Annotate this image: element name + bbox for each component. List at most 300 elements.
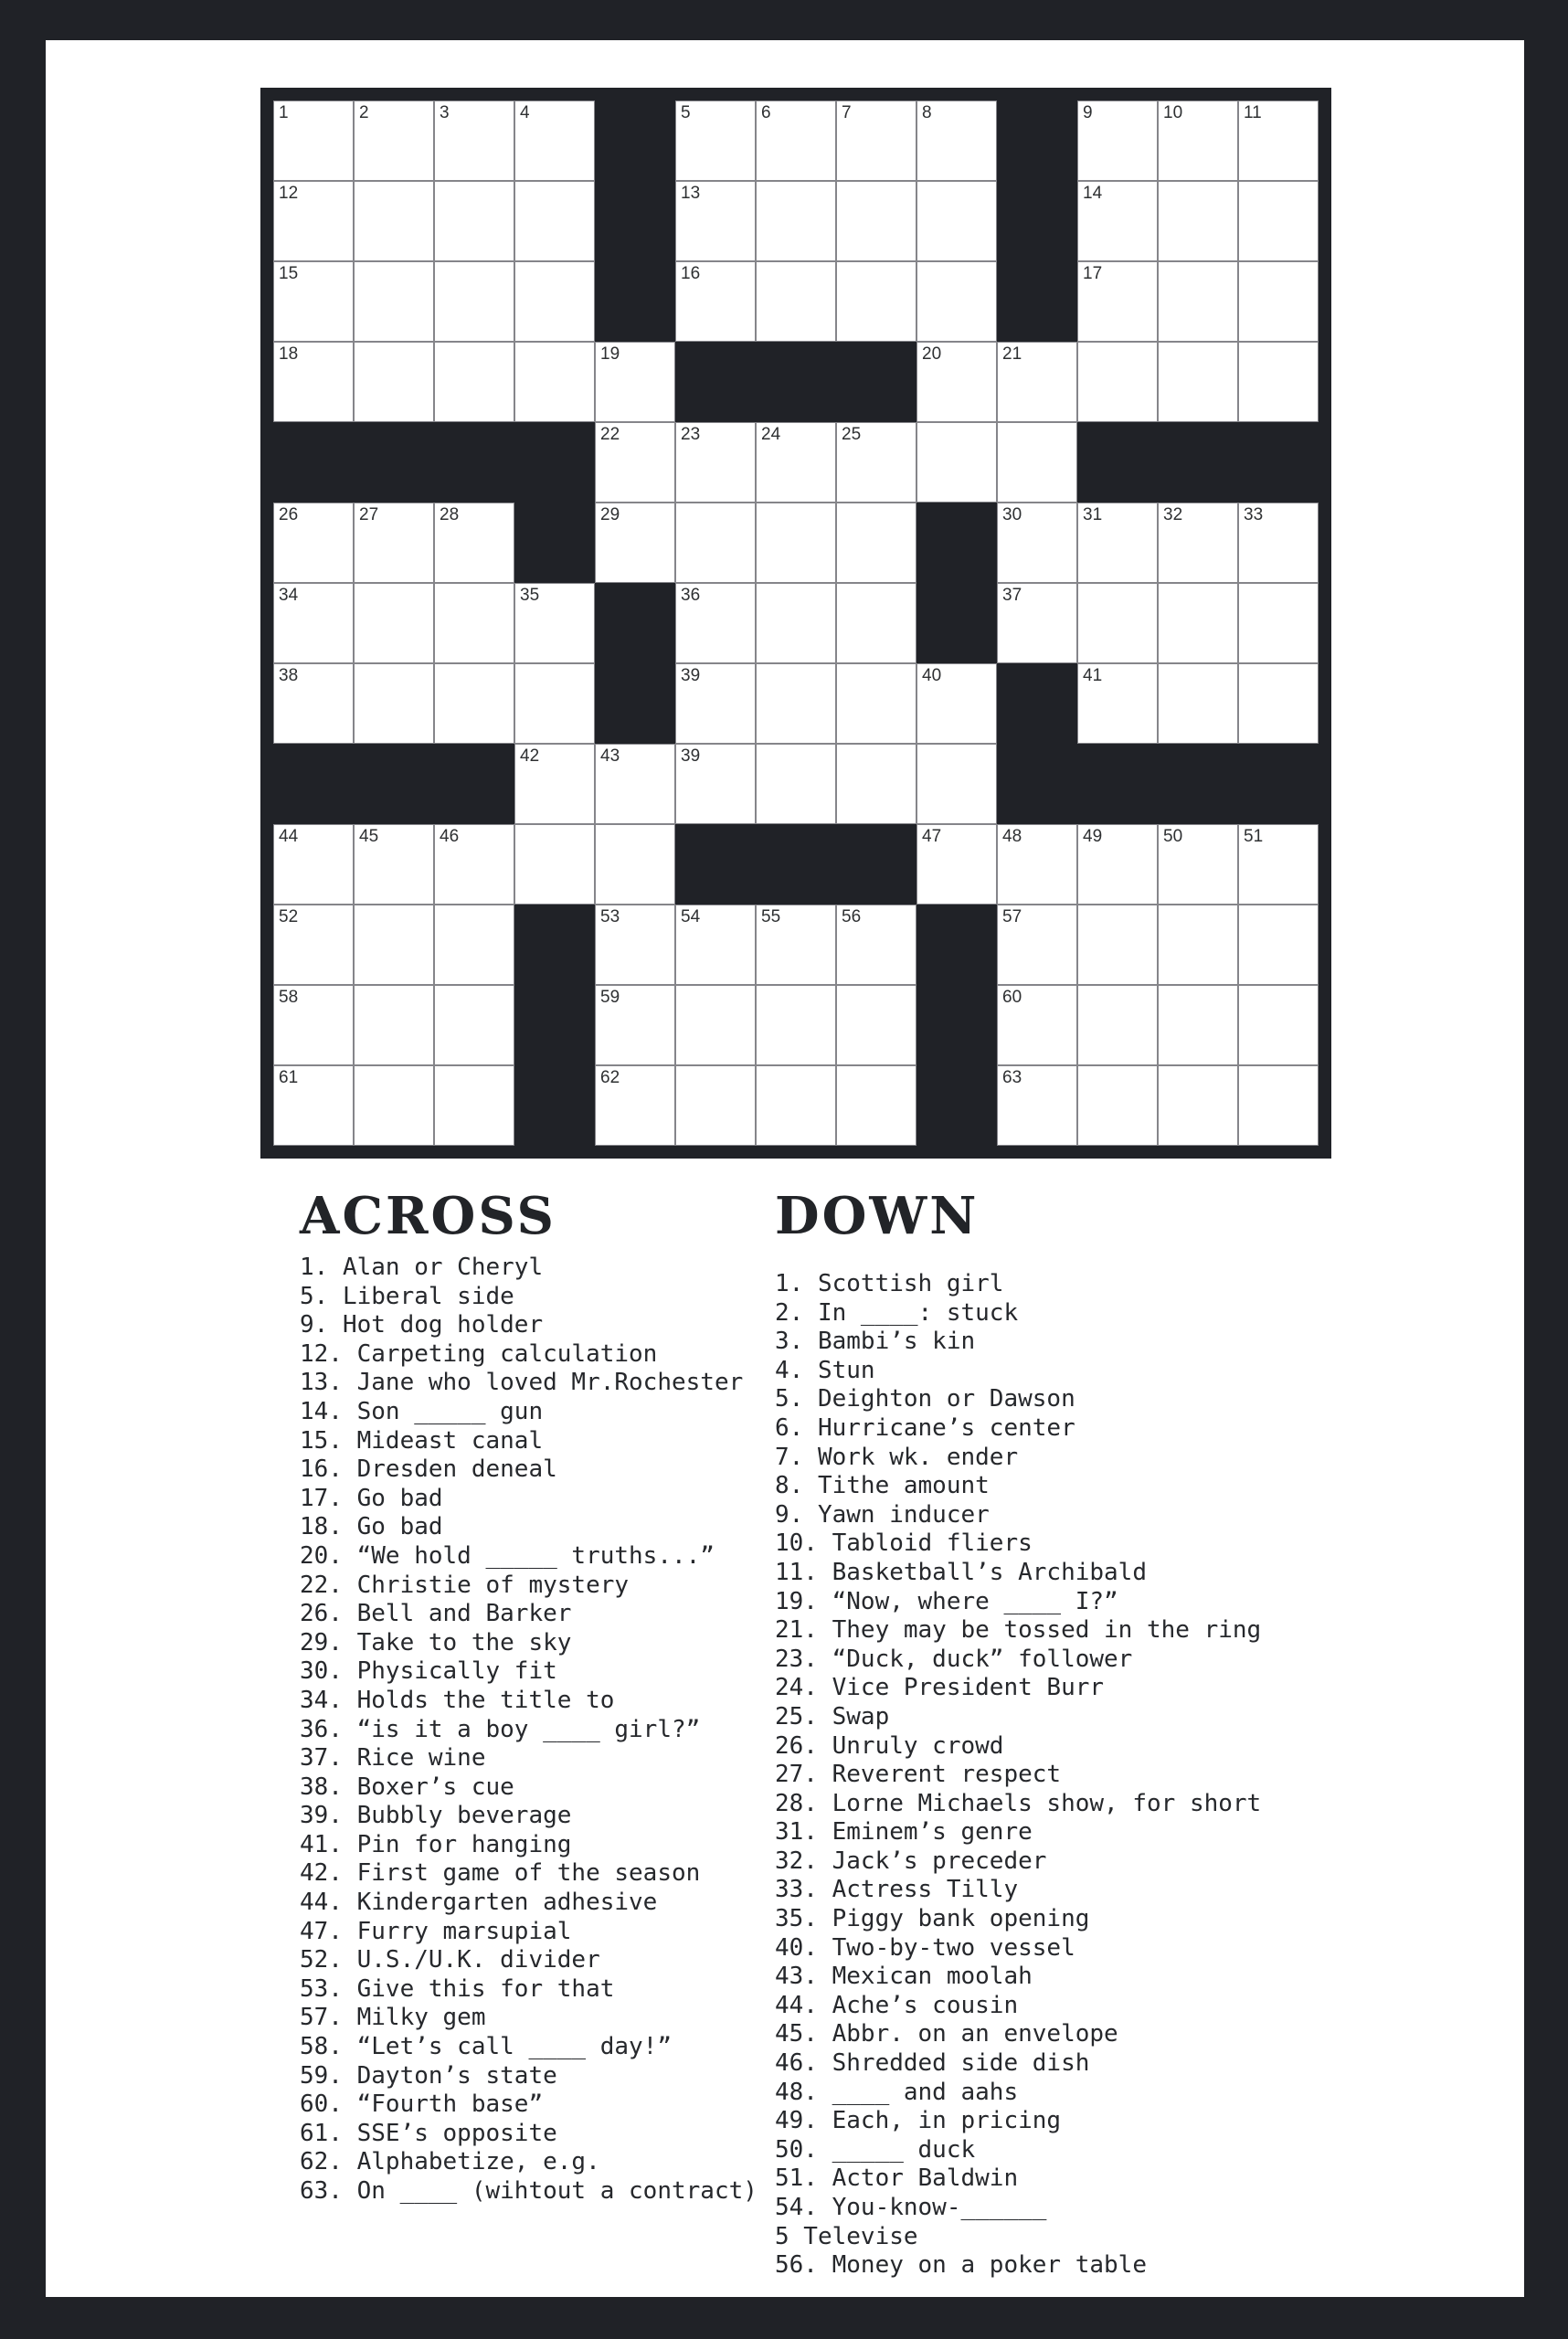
black-cell (997, 181, 1077, 261)
grid-cell[interactable] (836, 101, 916, 181)
grid-cell[interactable] (273, 342, 354, 422)
black-cell (1077, 422, 1158, 503)
across-clue: 18. Go bad (300, 1513, 443, 1541)
black-cell (997, 261, 1077, 342)
across-clue: 20. “We hold _____ truths...” (300, 1541, 715, 1570)
across-clue: 41. Pin for hanging (300, 1830, 572, 1858)
grid-cell[interactable] (916, 261, 997, 342)
grid-cell[interactable] (273, 261, 354, 342)
cell-number: 44 (279, 827, 299, 846)
down-clue: 1. Scottish girl (775, 1270, 1004, 1297)
across-clue-list (300, 1254, 758, 2207)
grid-cell[interactable] (354, 985, 434, 1065)
grid-cell[interactable] (756, 181, 836, 261)
grid-cell[interactable] (836, 663, 916, 744)
grid-cell[interactable] (273, 503, 354, 583)
grid-cell[interactable] (997, 503, 1077, 583)
grid-cell[interactable] (595, 824, 675, 905)
grid-cell[interactable] (916, 101, 997, 181)
grid-cell[interactable] (1077, 261, 1158, 342)
across-clue: 60. “Fourth base” (300, 2090, 544, 2119)
grid-cell[interactable] (1238, 101, 1319, 181)
cell-number: 62 (600, 1068, 620, 1087)
down-clue: 3. Bambi’s kin (775, 1328, 976, 1356)
black-cell (514, 1065, 595, 1146)
down-clue: 5. Deighton or Dawson (775, 1385, 1075, 1413)
black-cell (273, 422, 354, 503)
grid-cell[interactable] (354, 261, 434, 342)
cell-number: 39 (681, 746, 701, 766)
cell-number: 61 (279, 1068, 299, 1087)
down-clue: 48. ____ and aahs (775, 2078, 1019, 2106)
black-cell (514, 503, 595, 583)
grid-cell[interactable] (1238, 583, 1319, 663)
cell-number: 33 (1244, 505, 1264, 524)
grid-cell[interactable] (273, 1065, 354, 1146)
grid-cell[interactable] (1158, 985, 1238, 1065)
black-cell (916, 985, 997, 1065)
grid-cell[interactable] (354, 824, 434, 905)
down-clue: 54. You-know-______ (775, 2194, 1047, 2221)
grid-cell[interactable] (273, 181, 354, 261)
grid-cell[interactable] (836, 1065, 916, 1146)
cell-number: 38 (279, 666, 299, 685)
grid-cell[interactable] (273, 663, 354, 744)
grid-cell[interactable] (354, 503, 434, 583)
cell-number: 41 (1083, 666, 1103, 685)
cell-number: 27 (359, 505, 379, 524)
grid-cell[interactable] (756, 1065, 836, 1146)
grid-cell[interactable] (1158, 1065, 1238, 1146)
grid-cell[interactable] (595, 905, 675, 985)
across-clue: 13. Jane who loved Mr.Rochester (300, 1369, 744, 1397)
cell-number: 28 (440, 505, 460, 524)
grid-cell[interactable] (514, 101, 595, 181)
across-clue: 44. Kindergarten adhesive (300, 1889, 658, 1917)
down-clue-list (775, 1270, 1261, 2281)
black-cell (1238, 422, 1319, 503)
down-clue: 49. Each, in pricing (775, 2107, 1062, 2135)
grid-cell[interactable] (514, 663, 595, 744)
grid-cell[interactable] (434, 101, 514, 181)
cell-number: 49 (1083, 827, 1103, 846)
black-cell (273, 744, 354, 824)
black-cell (1238, 744, 1319, 824)
black-cell (916, 905, 997, 985)
down-clue: 6. Hurricane’s center (775, 1413, 1075, 1442)
grid-cell[interactable] (273, 985, 354, 1065)
grid-cell[interactable] (1077, 101, 1158, 181)
grid-cell[interactable] (997, 1065, 1077, 1146)
grid-cell[interactable] (1238, 1065, 1319, 1146)
down-clue: 50. _____ duck (775, 2135, 976, 2164)
grid-cell[interactable] (1158, 663, 1238, 744)
grid-cell[interactable] (1158, 342, 1238, 422)
grid-cell[interactable] (675, 663, 756, 744)
across-clue: 5. Liberal side (300, 1282, 514, 1310)
black-cell (997, 744, 1077, 824)
across-clue: 34. Holds the title to (300, 1686, 615, 1714)
cell-number: 9 (1083, 103, 1093, 122)
grid-cell[interactable] (595, 1065, 675, 1146)
down-clue: 10. Tabloid fliers (775, 1529, 1033, 1558)
cell-number: 5 (681, 103, 691, 122)
across-clue: 38. Boxer’s cue (300, 1773, 514, 1801)
black-cell (836, 342, 916, 422)
cell-number: 7 (842, 103, 852, 122)
grid-cell[interactable] (434, 583, 514, 663)
grid-cell[interactable] (1238, 503, 1319, 583)
grid-cell[interactable] (675, 905, 756, 985)
cell-number: 35 (520, 586, 540, 605)
grid-cell[interactable] (1238, 905, 1319, 985)
grid-cell[interactable] (1238, 181, 1319, 261)
grid-cell[interactable] (354, 1065, 434, 1146)
across-clue: 29. Take to the sky (300, 1628, 572, 1656)
black-cell (514, 422, 595, 503)
cell-number: 36 (681, 586, 701, 605)
black-cell (1158, 422, 1238, 503)
down-clue: 23. “Duck, duck” follower (775, 1645, 1133, 1673)
grid-cell[interactable] (1077, 985, 1158, 1065)
cell-number: 3 (440, 103, 450, 122)
black-cell (997, 663, 1077, 744)
down-clue: 8. Tithe amount (775, 1472, 990, 1500)
grid-cell[interactable] (916, 744, 997, 824)
down-clue: 45. Abbr. on an envelope (775, 2020, 1118, 2048)
down-clue: 31. Eminem’s genre (775, 1818, 1033, 1847)
black-cell (434, 744, 514, 824)
cell-number: 10 (1163, 103, 1183, 122)
cell-number: 18 (279, 344, 299, 364)
grid-cell[interactable] (756, 905, 836, 985)
grid-cell[interactable] (1238, 261, 1319, 342)
cell-number: 8 (922, 103, 932, 122)
black-cell (434, 422, 514, 503)
grid-cell[interactable] (836, 261, 916, 342)
grid-cell[interactable] (1077, 1065, 1158, 1146)
grid-cell[interactable] (756, 985, 836, 1065)
cell-number: 17 (1083, 264, 1103, 283)
grid-cell[interactable] (675, 985, 756, 1065)
grid-cell[interactable] (273, 583, 354, 663)
cell-number: 6 (761, 103, 771, 122)
grid-cell[interactable] (675, 503, 756, 583)
cell-number: 26 (279, 505, 299, 524)
grid-cell[interactable] (1158, 503, 1238, 583)
down-clue: 35. Piggy bank opening (775, 1905, 1090, 1933)
black-cell (836, 824, 916, 905)
grid-cell[interactable] (1238, 663, 1319, 744)
down-clue: 27. Reverent respect (775, 1761, 1062, 1789)
grid-cell[interactable] (434, 261, 514, 342)
cell-number: 29 (600, 505, 620, 524)
grid-cell[interactable] (434, 985, 514, 1065)
across-clue: 61. SSE’s opposite (300, 2119, 557, 2147)
black-cell (997, 101, 1077, 181)
grid-cell[interactable] (1077, 583, 1158, 663)
cell-number: 12 (279, 184, 299, 203)
grid-cell[interactable] (997, 583, 1077, 663)
across-clue: 16. Dresden deneal (300, 1455, 557, 1484)
cell-number: 55 (761, 907, 781, 926)
grid-cell[interactable] (997, 905, 1077, 985)
grid-cell[interactable] (916, 342, 997, 422)
grid-cell[interactable] (434, 824, 514, 905)
cell-number: 21 (1002, 344, 1022, 364)
across-clue: 9. Hot dog holder (300, 1311, 544, 1339)
cell-number: 24 (761, 425, 781, 444)
across-clue: 59. Dayton’s state (300, 2061, 557, 2090)
grid-cell[interactable] (916, 422, 997, 503)
across-clue: 17. Go bad (300, 1484, 443, 1512)
cell-number: 47 (922, 827, 942, 846)
across-clue: 14. Son _____ gun (300, 1397, 544, 1425)
grid-cell[interactable] (997, 985, 1077, 1065)
across-clue: 63. On ____ (wihtout a contract) (300, 2177, 758, 2205)
grid-cell[interactable] (595, 503, 675, 583)
grid-cell[interactable] (595, 985, 675, 1065)
down-clue: 7. Work wk. ender (775, 1443, 1019, 1471)
grid-cell[interactable] (354, 905, 434, 985)
grid-cell[interactable] (836, 181, 916, 261)
grid-cell[interactable] (836, 744, 916, 824)
cell-number: 2 (359, 103, 369, 122)
down-clue: 21. They may be tossed in the ring (775, 1616, 1262, 1645)
grid-cell[interactable] (756, 422, 836, 503)
grid-cell[interactable] (1238, 342, 1319, 422)
cell-number: 45 (359, 827, 379, 846)
black-cell (514, 985, 595, 1065)
cell-number: 43 (600, 746, 620, 766)
grid-cell[interactable] (514, 181, 595, 261)
cell-number: 1 (279, 103, 289, 122)
grid-cell[interactable] (354, 583, 434, 663)
grid-cell[interactable] (997, 824, 1077, 905)
down-clue: 11. Basketball’s Archibald (775, 1558, 1147, 1586)
cell-number: 52 (279, 907, 299, 926)
down-clue: 32. Jack’s preceder (775, 1847, 1047, 1875)
cell-number: 14 (1083, 184, 1103, 203)
across-clue: 36. “is it a boy ____ girl?” (300, 1715, 701, 1743)
down-clue: 44. Ache’s cousin (775, 1991, 1019, 2019)
across-clue: 22. Christie of mystery (300, 1571, 630, 1599)
down-clue: 43. Mexican moolah (775, 1963, 1033, 1991)
across-clue: 57. Milky gem (300, 2004, 486, 2032)
grid-cell[interactable] (675, 181, 756, 261)
cell-number: 42 (520, 746, 540, 766)
down-clue: 46. Shredded side dish (775, 2049, 1090, 2078)
grid-cell[interactable] (354, 663, 434, 744)
grid-cell[interactable] (1158, 905, 1238, 985)
grid-cell[interactable] (836, 985, 916, 1065)
grid-cell[interactable] (1158, 261, 1238, 342)
down-clue: 25. Swap (775, 1702, 890, 1730)
black-cell (1158, 744, 1238, 824)
cell-number: 19 (600, 344, 620, 364)
down-clue: 5 Televise (775, 2222, 918, 2250)
black-cell (1077, 744, 1158, 824)
grid-cell[interactable] (1077, 342, 1158, 422)
grid-cell[interactable] (916, 181, 997, 261)
grid-cell[interactable] (756, 503, 836, 583)
cell-number: 58 (279, 988, 299, 1007)
grid-cell[interactable] (756, 101, 836, 181)
crossword-grid (260, 88, 1331, 1159)
grid-cell[interactable] (514, 824, 595, 905)
cell-number: 51 (1244, 827, 1264, 846)
grid-cell[interactable] (836, 905, 916, 985)
across-clue: 62. Alphabetize, e.g. (300, 2148, 600, 2176)
down-clue: 2. In ____: stuck (775, 1298, 1019, 1327)
black-cell (595, 101, 675, 181)
black-cell (675, 824, 756, 905)
across-clue: 52. U.S./U.K. divider (300, 1946, 600, 1974)
across-clue: 39. Bubbly beverage (300, 1802, 572, 1830)
grid-cell[interactable] (916, 824, 997, 905)
grid-cell[interactable] (916, 663, 997, 744)
cell-number: 60 (1002, 988, 1022, 1007)
cell-number: 4 (520, 103, 530, 122)
down-clue: 19. “Now, where ____ I?” (775, 1587, 1118, 1615)
grid-cell[interactable] (756, 663, 836, 744)
grid-cell[interactable] (1238, 985, 1319, 1065)
down-clue: 26. Unruly crowd (775, 1731, 1004, 1760)
cell-number: 30 (1002, 505, 1022, 524)
grid-cell[interactable] (836, 503, 916, 583)
black-cell (756, 342, 836, 422)
grid-cell[interactable] (997, 342, 1077, 422)
grid-cell[interactable] (756, 583, 836, 663)
black-cell (916, 503, 997, 583)
cell-number: 25 (842, 425, 862, 444)
cell-number: 15 (279, 264, 299, 283)
black-cell (756, 824, 836, 905)
cell-number: 23 (681, 425, 701, 444)
grid-cell[interactable] (1158, 583, 1238, 663)
down-clue: 4. Stun (775, 1356, 875, 1384)
grid-cell[interactable] (836, 422, 916, 503)
grid-cell[interactable] (675, 1065, 756, 1146)
cell-number: 46 (440, 827, 460, 846)
grid-cell[interactable] (675, 261, 756, 342)
grid-cell[interactable] (354, 101, 434, 181)
grid-cell[interactable] (514, 261, 595, 342)
black-cell (916, 1065, 997, 1146)
down-clue: 33. Actress Tilly (775, 1876, 1019, 1904)
cell-number: 48 (1002, 827, 1022, 846)
cell-number: 34 (279, 586, 299, 605)
grid-cell[interactable] (595, 422, 675, 503)
grid-cell[interactable] (434, 503, 514, 583)
grid-cell[interactable] (595, 342, 675, 422)
grid-cell[interactable] (1077, 824, 1158, 905)
grid-cell[interactable] (354, 342, 434, 422)
grid-cell[interactable] (1077, 663, 1158, 744)
cell-number: 22 (600, 425, 620, 444)
cell-number: 11 (1244, 103, 1262, 122)
cell-number: 53 (600, 907, 620, 926)
grid-cell[interactable] (273, 101, 354, 181)
down-heading: DOWN (775, 1186, 980, 1246)
cell-number: 50 (1163, 827, 1183, 846)
across-clue: 53. Give this for that (300, 1974, 615, 2003)
across-clue: 26. Bell and Barker (300, 1600, 572, 1628)
black-cell (595, 261, 675, 342)
black-cell (354, 744, 434, 824)
cell-number: 32 (1163, 505, 1183, 524)
black-cell (595, 663, 675, 744)
black-cell (354, 422, 434, 503)
grid-cell[interactable] (756, 744, 836, 824)
cell-number: 40 (922, 666, 942, 685)
grid-cell[interactable] (675, 101, 756, 181)
grid-cell[interactable] (1158, 824, 1238, 905)
grid-cell[interactable] (756, 261, 836, 342)
across-heading: ACROSS (300, 1186, 556, 1246)
cell-number: 16 (681, 264, 701, 283)
black-cell (514, 905, 595, 985)
grid-cell[interactable] (273, 905, 354, 985)
across-clue: 15. Mideast canal (300, 1426, 544, 1455)
cell-number: 56 (842, 907, 862, 926)
grid-cell[interactable] (1077, 905, 1158, 985)
across-clue: 42. First game of the season (300, 1859, 701, 1888)
grid-cell[interactable] (514, 744, 595, 824)
cell-number: 13 (681, 184, 701, 203)
grid-cell[interactable] (273, 824, 354, 905)
grid-cell[interactable] (1077, 181, 1158, 261)
across-clue: 12. Carpeting calculation (300, 1339, 658, 1368)
grid-cell[interactable] (514, 583, 595, 663)
grid-cell[interactable] (675, 422, 756, 503)
across-clue: 1. Alan or Cheryl (300, 1254, 544, 1281)
grid-cell[interactable] (595, 744, 675, 824)
across-clue: 58. “Let’s call ____ day!” (300, 2033, 672, 2061)
grid-cell[interactable] (1158, 101, 1238, 181)
cell-number: 39 (681, 666, 701, 685)
grid-cell[interactable] (514, 342, 595, 422)
grid-cell[interactable] (354, 181, 434, 261)
cell-number: 31 (1083, 505, 1103, 524)
black-cell (595, 583, 675, 663)
grid-cell[interactable] (434, 342, 514, 422)
cell-number: 59 (600, 988, 620, 1007)
black-cell (916, 583, 997, 663)
grid-cell[interactable] (1077, 503, 1158, 583)
grid-cell[interactable] (434, 905, 514, 985)
cell-number: 63 (1002, 1068, 1022, 1087)
cell-number: 54 (681, 907, 701, 926)
down-clue: 56. Money on a poker table (775, 2251, 1147, 2280)
black-cell (595, 181, 675, 261)
grid-cell[interactable] (675, 744, 756, 824)
down-clue: 28. Lorne Michaels show, for short (775, 1789, 1262, 1817)
cell-number: 20 (922, 344, 942, 364)
grid-cell[interactable] (1158, 181, 1238, 261)
grid-cell[interactable] (997, 422, 1077, 503)
cell-number: 57 (1002, 907, 1022, 926)
down-clue: 40. Two-by-two vessel (775, 1933, 1075, 1962)
grid-cell[interactable] (1238, 824, 1319, 905)
grid-cell[interactable] (434, 1065, 514, 1146)
cell-number: 37 (1002, 586, 1022, 605)
grid-cell[interactable] (434, 663, 514, 744)
across-clue: 37. Rice wine (300, 1744, 486, 1773)
grid-cell[interactable] (836, 583, 916, 663)
grid-cell[interactable] (434, 181, 514, 261)
grid-cell[interactable] (675, 583, 756, 663)
